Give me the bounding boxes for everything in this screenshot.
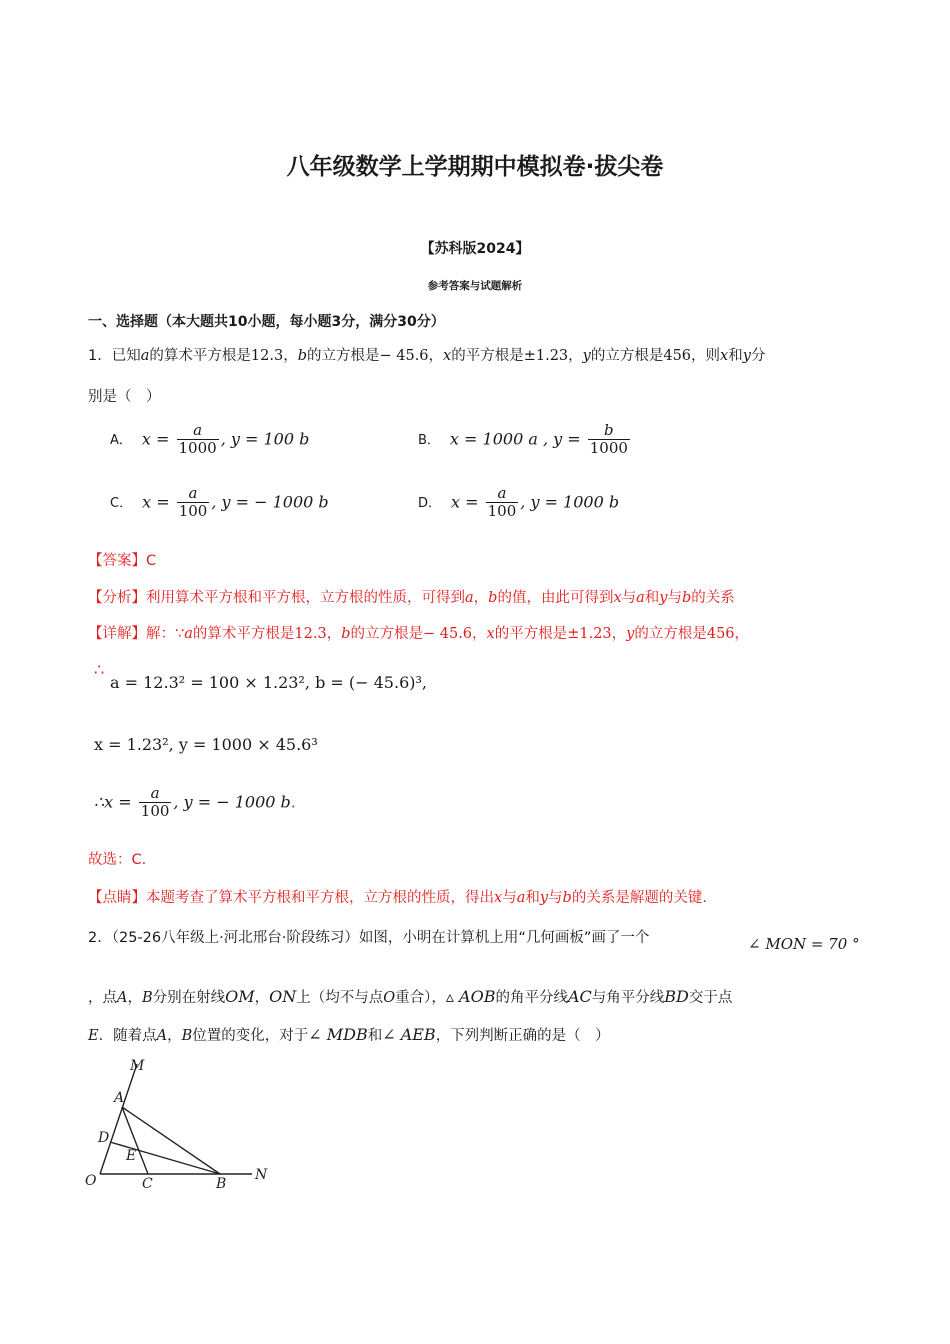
value: 12.3 <box>294 626 327 642</box>
text: 与 <box>667 590 682 606</box>
fraction <box>486 485 519 521</box>
text: ， <box>326 626 342 642</box>
var-x: x <box>720 348 729 364</box>
value: 456 <box>706 626 735 642</box>
option-a[interactable] <box>110 422 309 458</box>
label-a: A <box>114 1090 125 1106</box>
text: ∠ MON = 70 ° <box>748 935 860 953</box>
var-y: y <box>742 348 751 364</box>
label-d: D <box>98 1130 110 1146</box>
text: 重合）， <box>395 990 446 1006</box>
text: ， <box>473 590 489 606</box>
text: 解：∵ <box>146 626 185 642</box>
var-a: a <box>184 626 193 642</box>
text: ， <box>472 626 487 642</box>
text: 的平方根是 <box>494 626 568 642</box>
text: . <box>290 792 296 812</box>
text: ， <box>167 1028 182 1044</box>
triangle-aob: ▵ AOB <box>445 987 496 1006</box>
tip-line <box>88 886 707 907</box>
numerator: a <box>139 785 172 803</box>
text: 的算术平方根是 <box>192 626 295 642</box>
option-b[interactable] <box>418 422 632 458</box>
text: 的值，由此可得到 <box>497 590 614 606</box>
var-b: b <box>562 890 572 906</box>
text: 的角平分线 <box>495 990 568 1006</box>
text: 上（均不与点 <box>296 990 384 1006</box>
denominator: 100 <box>140 802 170 821</box>
question-number: 2． <box>88 930 112 946</box>
ray-on: ON <box>269 987 297 1006</box>
edition-label: 【苏科版2024】 <box>420 241 530 257</box>
equation-3 <box>94 785 296 821</box>
label-c: C <box>142 1176 153 1192</box>
text: , y = − 1000 b <box>173 792 291 812</box>
fraction <box>139 785 172 821</box>
text: x = <box>451 492 484 512</box>
point-b: B <box>181 1028 193 1044</box>
equation-1: a = 12.3² = 100 × 1.23², b = (− 45.6)³, <box>110 673 427 692</box>
text: 已知 <box>111 348 141 364</box>
text: ， <box>254 990 270 1006</box>
text: x <box>141 429 151 449</box>
text: 的立方根是 <box>306 348 380 364</box>
segment-ab <box>122 1107 220 1174</box>
text: 的立方根是 <box>590 348 664 364</box>
var-b: b <box>341 626 351 642</box>
geometry-figure <box>80 1052 280 1197</box>
value: 12.3 <box>250 348 284 364</box>
fraction <box>177 485 210 521</box>
text: 分 <box>750 348 766 364</box>
text: , y = 100 b <box>220 429 310 449</box>
value: ±1.23 <box>523 348 569 364</box>
question-2-stem-line2 <box>88 986 732 1007</box>
option-label: C． <box>110 496 133 512</box>
value: − 45.6 <box>379 348 429 364</box>
text: ， <box>428 348 444 364</box>
answer-value: C <box>146 553 157 569</box>
detail-line <box>88 622 749 643</box>
text: ， <box>611 626 627 642</box>
var-y: y <box>659 590 668 606</box>
text: 与 <box>621 590 637 606</box>
option-label: D． <box>418 496 442 512</box>
text: 的平方根是 <box>451 348 524 364</box>
point-a: A <box>156 1028 168 1044</box>
denominator: 1000 <box>178 439 217 458</box>
angle-mon <box>748 935 860 953</box>
text: ， <box>283 348 298 364</box>
choose-line: 故选：C. <box>88 852 147 868</box>
text: 交于点 <box>688 990 733 1006</box>
text: 利用算术平方根和平方根，立方根的性质，可得到 <box>146 590 465 606</box>
point-a: A <box>117 990 128 1006</box>
text: 和 <box>644 590 660 606</box>
text: x = <box>142 492 175 512</box>
segment-ac: AC <box>567 987 592 1006</box>
text: ．随着点 <box>98 1028 157 1044</box>
text: 和 <box>525 890 540 906</box>
text: 本题考查了算术平方根和平方根，立方根的性质，得出 <box>146 890 494 906</box>
text: , y = − 1000 b <box>211 492 329 512</box>
answer-tag: 【答案】 <box>88 553 146 569</box>
text: = <box>150 429 175 449</box>
text: 与 <box>502 890 517 906</box>
var-y: y <box>582 348 591 364</box>
text: 的算术平方根是 <box>149 348 251 364</box>
point-b: B <box>141 990 153 1006</box>
label-n: N <box>255 1167 268 1183</box>
text: , y = 1000 b <box>520 492 620 512</box>
equation-2: x = 1.23², y = 1000 × 45.6³ <box>94 735 318 754</box>
text: 和 <box>728 348 743 364</box>
value: − 45.6 <box>422 626 473 642</box>
question-2-stem <box>88 926 649 947</box>
question-1-stem <box>88 344 765 365</box>
option-d[interactable] <box>418 485 619 521</box>
numerator: a <box>177 422 219 440</box>
denominator: 100 <box>178 502 208 521</box>
ray-om: OM <box>225 987 255 1006</box>
text: 与 <box>548 890 563 906</box>
label-e: E <box>126 1148 137 1164</box>
text: ，点 <box>88 990 117 1006</box>
var-x: x <box>494 890 503 906</box>
text: 的关系是解题的关键. <box>571 890 707 906</box>
text: （25-26八年级上·河北邢台·阶段练习）如图，小明在计算机上用“几何画板”画了一个 <box>111 930 650 946</box>
var-y: y <box>539 890 549 906</box>
value: ±1.23 <box>567 626 612 642</box>
var-a: a <box>140 348 150 364</box>
fraction <box>177 422 219 458</box>
question-2-stem-line3 <box>88 1024 610 1045</box>
text: 与角平分线 <box>591 990 665 1006</box>
option-label: B． <box>418 433 440 449</box>
text: ，则 <box>691 348 721 364</box>
text: ，下列判断正确的是（ ） <box>435 1028 610 1044</box>
therefore-symbol: ∴ <box>94 660 105 679</box>
label-m: M <box>130 1058 145 1074</box>
point-e: E <box>88 1028 99 1044</box>
var-x: x <box>613 590 622 606</box>
analysis-line <box>88 586 735 607</box>
angle-aeb: ∠ AEB <box>382 1025 436 1044</box>
var-a: a <box>465 590 474 606</box>
var-b: b <box>682 590 692 606</box>
text: 和 <box>367 1028 383 1044</box>
numerator: a <box>486 485 519 503</box>
text: 的立方根是 <box>350 626 423 642</box>
numerator: a <box>177 485 210 503</box>
angle-mdb: ∠ MDB <box>308 1025 368 1044</box>
fraction <box>588 422 630 458</box>
text: ， <box>568 348 583 364</box>
denominator: 1000 <box>589 439 628 458</box>
subtitle: 参考答案与试题解析 <box>427 280 523 292</box>
page-title: 八年级数学上学期期中模拟卷·拔尖卷 <box>286 154 664 180</box>
value: 456 <box>663 348 692 364</box>
numerator: b <box>588 422 630 440</box>
text: 分别在射线 <box>152 990 226 1006</box>
answer-line <box>88 549 156 570</box>
detail-tag: 【详解】 <box>88 626 146 642</box>
text: ， <box>127 990 142 1006</box>
text: 的立方根是 <box>634 626 707 642</box>
var-x: x <box>486 626 495 642</box>
var-x: x <box>443 348 452 364</box>
text: x = 1000 a , y = <box>449 429 586 449</box>
var-y: y <box>626 626 635 642</box>
question-1-stem-cont: 别是（ ） <box>88 389 161 405</box>
label-b: B <box>216 1176 227 1192</box>
text: 位置的变化，对于 <box>192 1028 309 1044</box>
text: ， <box>734 626 750 642</box>
analysis-tag: 【分析】 <box>88 590 146 606</box>
label-o: O <box>85 1173 97 1189</box>
tip-tag: 【点睛】 <box>88 890 146 906</box>
point-o: O <box>383 990 396 1006</box>
text: 的关系 <box>691 590 735 606</box>
option-c[interactable] <box>110 485 329 521</box>
section-heading: 一、选择题（本大题共10小题，每小题3分，满分30分） <box>88 314 445 330</box>
var-b: b <box>488 590 498 606</box>
text: ∴x = <box>94 792 137 812</box>
var-a: a <box>636 590 645 606</box>
var-b: b <box>297 348 307 364</box>
var-a: a <box>516 890 526 906</box>
question-number: 1． <box>88 348 112 364</box>
denominator: 100 <box>487 502 517 521</box>
segment-bd: BD <box>664 987 689 1006</box>
option-label: A． <box>110 433 132 449</box>
